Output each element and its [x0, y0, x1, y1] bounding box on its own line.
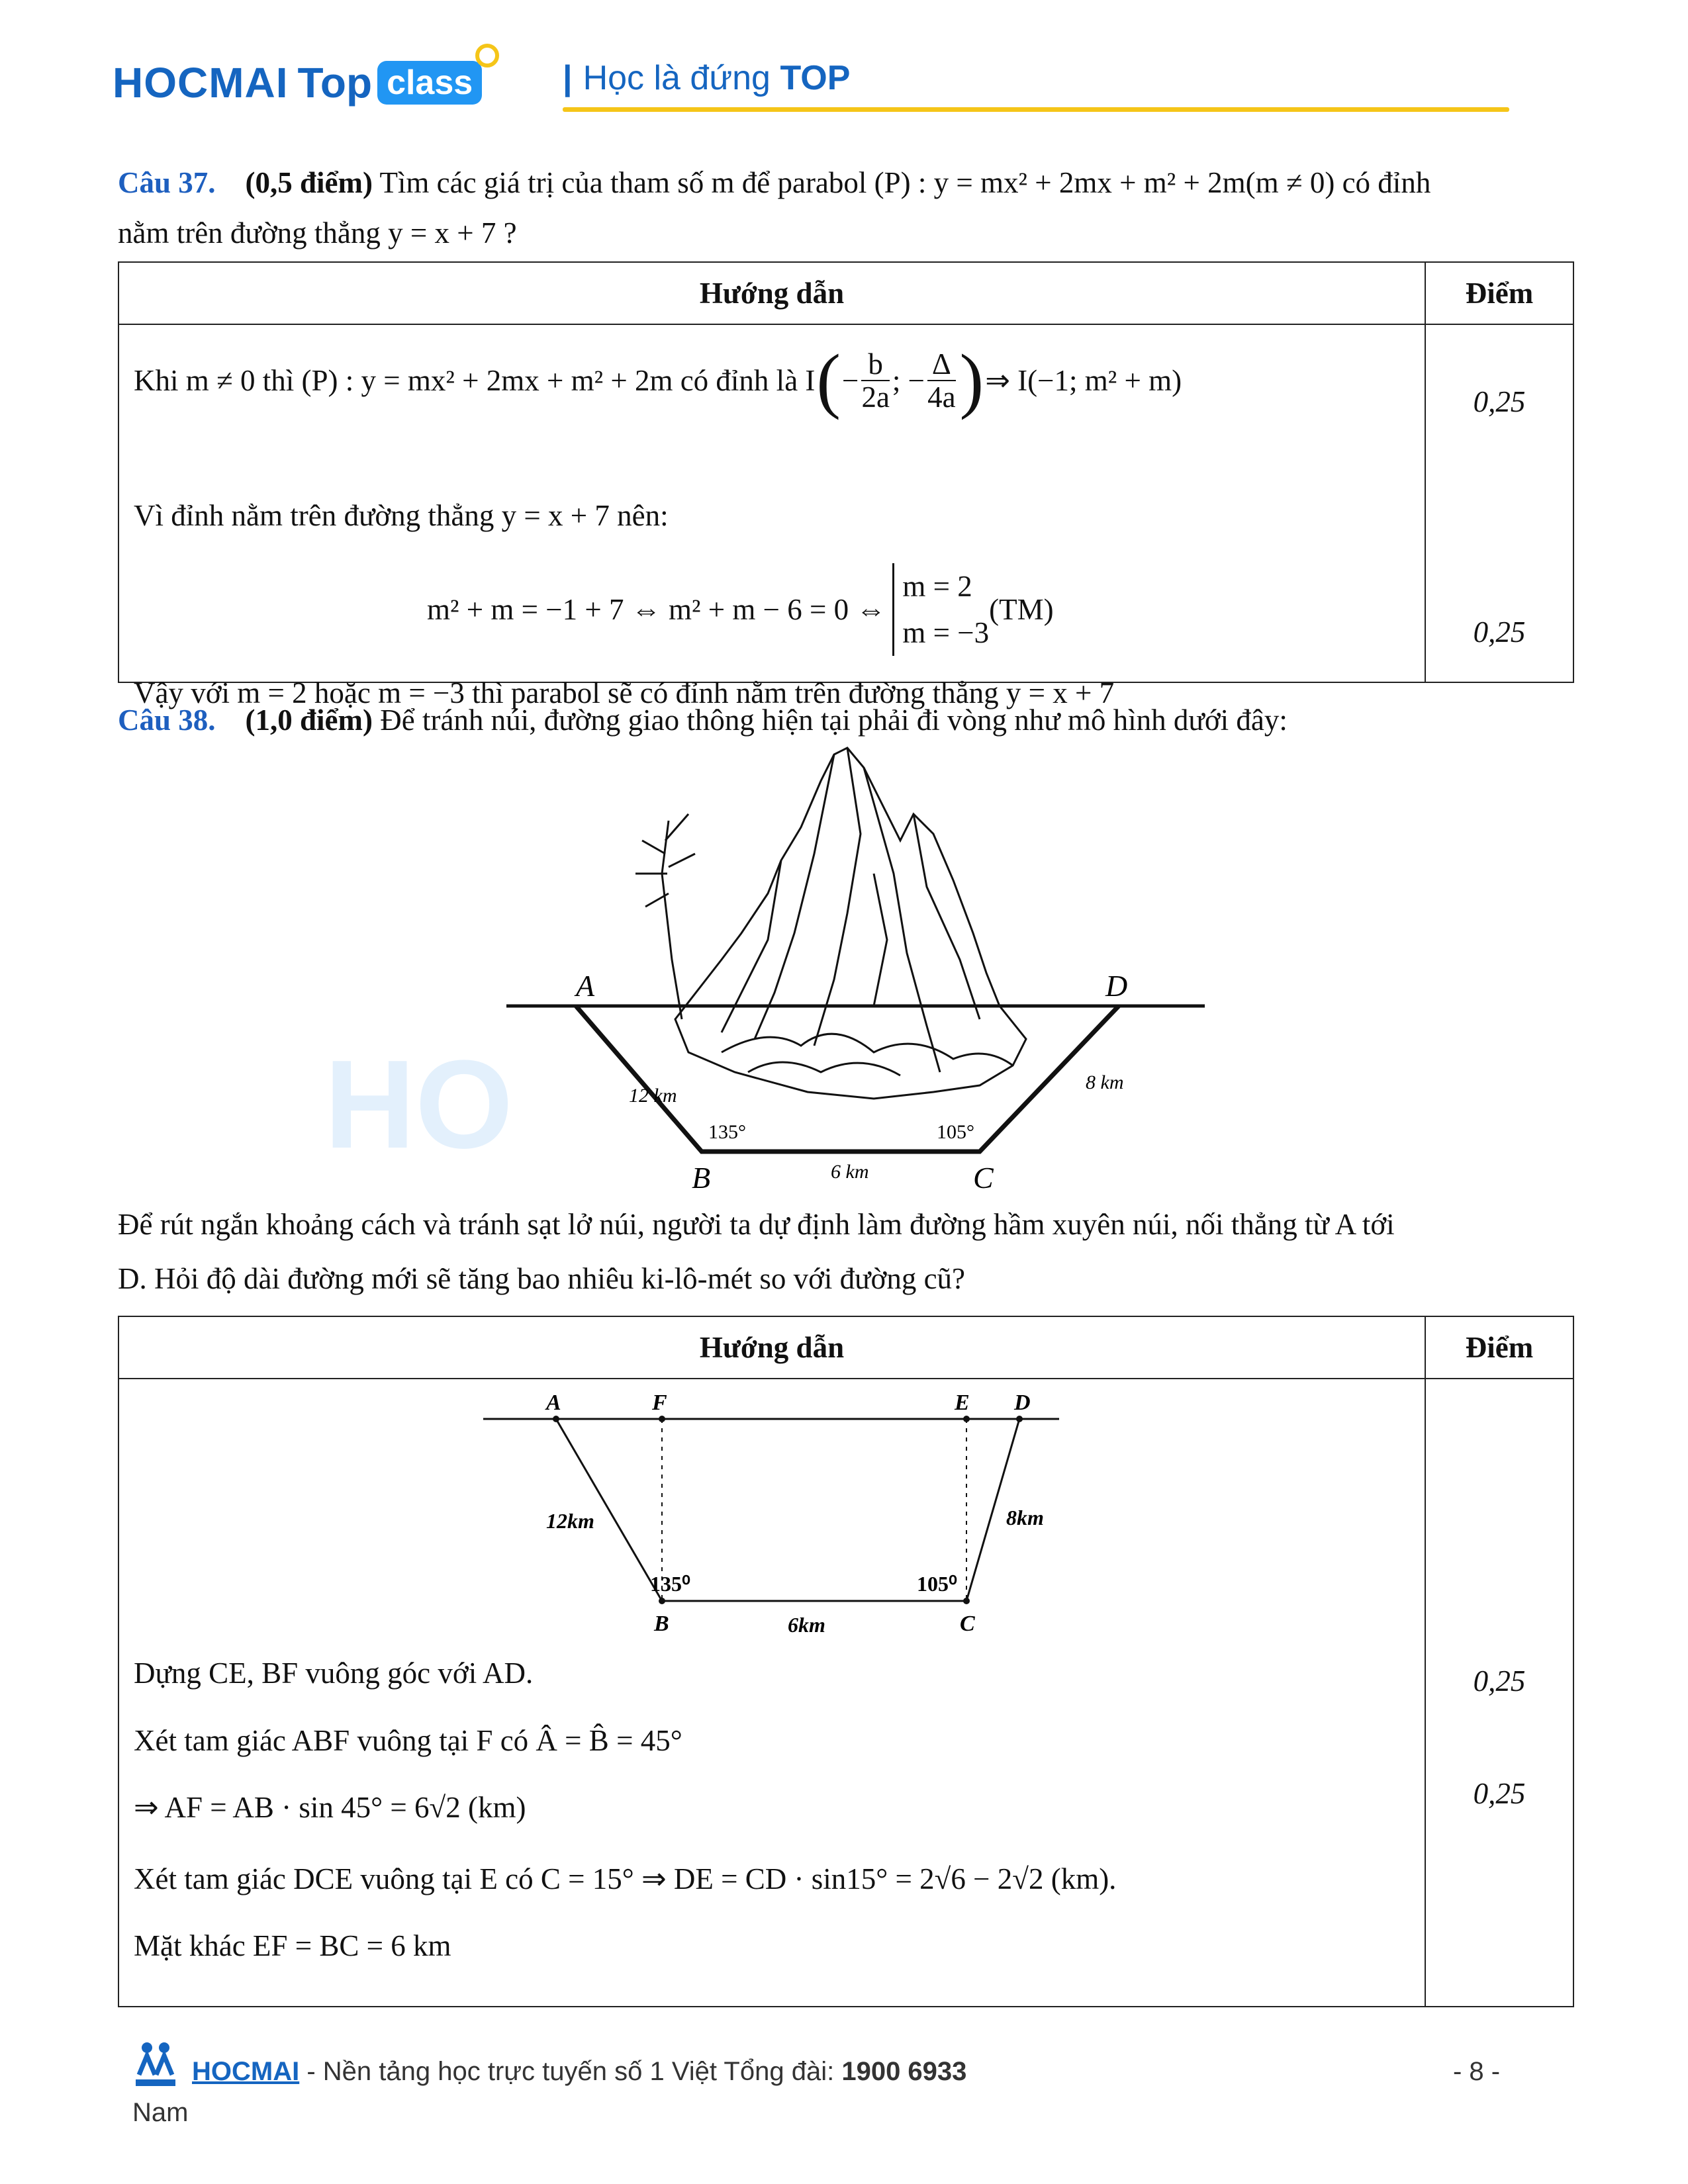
solution-38-line-2: Xét tam giác ABF vuông tại F có Â = B̂ = 45°: [134, 1724, 682, 1757]
page-number: - 8 -: [1453, 2057, 1501, 2086]
ab-length-label: 12 km: [629, 1085, 677, 1107]
question-38-continued: [118, 1199, 1574, 1304]
tagline-prefix: Học là đứng: [583, 59, 771, 97]
hocmai-people-icon: [132, 2038, 179, 2091]
solution-line-1: Khi m ≠ 0 thì (P) : y = mx² + 2mx + m² + 2m có đỉnh là I ( − $\frac{b}{2a}$ ; − $\frac{\Delta}{4a}$ ) ⇒ I(−1; m² + m): [134, 340, 1182, 420]
solution-38-line-5: Mặt khác EF = BC = 6 km: [134, 1929, 451, 1962]
trapezoid-figure: [477, 1386, 1072, 1637]
guide-cell-38: [118, 1379, 1425, 2007]
score-37-1: 0,25: [1473, 385, 1526, 418]
watermark: HO: [324, 1034, 513, 1175]
footer-phone: 1900 6933: [841, 2057, 967, 2086]
question-38-text-2: Để rút ngắn khoảng cách và tránh sạt lở núi, người ta dự định làm đường hầm xuyên núi, nối thẳng từ A tới: [118, 1208, 1395, 1241]
table-header-guide: Hướng dẫn: [118, 262, 1425, 324]
question-37-text-2: nằm trên đường thẳng y = x + 7 ?: [118, 216, 517, 250]
solution-38-line-4: Xét tam giác DCE vuông tại E có C = 15° ⇒ DE = CD · sin15° = 2√6 − 2√2 (km).: [134, 1862, 1117, 1895]
logo-class-text: class: [387, 64, 473, 102]
angle-b-label: 135°: [708, 1121, 746, 1143]
fig2-f-label: F: [652, 1390, 667, 1415]
tagline: | Học là đứng TOP: [563, 59, 851, 97]
point-a-label: A: [576, 969, 595, 1003]
score-38-2: 0,25: [1473, 1777, 1526, 1810]
footer-brand-link[interactable]: HOCMAI: [192, 2057, 300, 2086]
fig2-angle-b-label: 135⁰: [650, 1572, 690, 1596]
question-38: [118, 695, 1288, 745]
question-37-text-1: Tìm các giá trị của tham số m để parabol (P) : y = mx² + 2mx + m² + 2m(m ≠ 0) có đỉnh: [379, 166, 1431, 199]
fig2-ab-label: 12km: [546, 1509, 594, 1533]
cd-length-label: 8 km: [1086, 1071, 1124, 1093]
logo-hocmai-text: HOCMAI: [113, 59, 289, 107]
logo-class-badge: [377, 61, 482, 105]
solution-38-line-1: Dựng CE, BF vuông góc với AD.: [134, 1657, 534, 1690]
solution-38-line-3: ⇒ AF = AB · sin 45° = 6√2 (km): [134, 1791, 526, 1824]
question-38-label: Câu 38.: [118, 704, 216, 737]
logo-top-text: Top: [297, 59, 373, 107]
mountain-road-figure: [503, 741, 1205, 1191]
mountain-drawing: [635, 748, 1026, 1099]
footer-text: [192, 2057, 966, 2087]
answer-table-38: [118, 1316, 1574, 2007]
question-37: [118, 158, 1574, 258]
question-38-text: Để tránh núi, đường giao thông hiện tại phải đi vòng như mô hình dưới đây:: [380, 704, 1288, 737]
point-d-label: D: [1105, 969, 1128, 1003]
score-cell-37: [1425, 324, 1573, 682]
fig2-b-label: B: [654, 1612, 669, 1636]
score-cell-38: [1425, 1379, 1573, 2007]
fig2-d-label: D: [1014, 1390, 1031, 1415]
score-37-2: 0,25: [1473, 615, 1526, 649]
fraction-b-2a: $\frac{b}{2a}$: [861, 347, 890, 414]
guide-cell-37: [118, 324, 1425, 709]
fig2-a-label: A: [546, 1390, 561, 1415]
case-2: m = −3: [902, 616, 990, 649]
header-divider: [563, 107, 1509, 112]
solution-line-2: Vì đỉnh nằm trên đường thẳng y = x + 7 nên:: [134, 499, 669, 532]
solution-line-3: m² + m = −1 + 7 ⇔ m² + m − 6 = 0 ⇔ m = 2 m = −3 (TM): [427, 563, 1054, 656]
tm-label: (TM): [989, 593, 1054, 626]
case-1: m = 2: [902, 570, 972, 603]
sun-icon: [475, 44, 499, 68]
footer-tagline: - Nền tảng học trực tuyến số 1 Việt Tổng đài:: [299, 2057, 842, 2086]
table-header-guide: Hướng dẫn: [118, 1316, 1425, 1379]
footer-continuation: Nam: [132, 2098, 189, 2127]
point-c-label: C: [973, 1161, 994, 1191]
fig2-c-label: C: [960, 1612, 975, 1636]
fig2-bc-label: 6km: [788, 1613, 825, 1637]
score-38-1: 0,25: [1473, 1664, 1526, 1698]
bc-length-label: 6 km: [831, 1161, 869, 1183]
answer-table-37: [118, 261, 1574, 709]
point-b-label: B: [692, 1161, 711, 1191]
tagline-bold: TOP: [780, 59, 851, 97]
question-38-points: (1,0 điểm): [245, 704, 373, 737]
fig2-angle-c-label: 105⁰: [917, 1572, 957, 1596]
fig2-cd-label: 8km: [1006, 1506, 1044, 1529]
question-38-text-3: D. Hỏi độ dài đường mới sẽ tăng bao nhiêu ki-lô-mét so với đường cũ?: [118, 1262, 966, 1295]
question-37-points: (0,5 điểm): [245, 166, 373, 199]
fig2-e-label: E: [955, 1390, 970, 1415]
fraction-delta-4a: $\frac{\Delta}{4a}$: [927, 347, 956, 414]
solution-line-4: Vậy với m = 2 hoặc m = −3 thì parabol sẽ có đỉnh nằm trên đường thẳng y = x + 7: [134, 676, 1115, 709]
table-header-score: Điểm: [1425, 262, 1573, 324]
hocmai-topclass-logo: [113, 46, 482, 119]
angle-c-label: 105°: [937, 1121, 974, 1143]
question-37-label: Câu 37.: [118, 166, 216, 199]
table-header-score: Điểm: [1425, 1316, 1573, 1379]
